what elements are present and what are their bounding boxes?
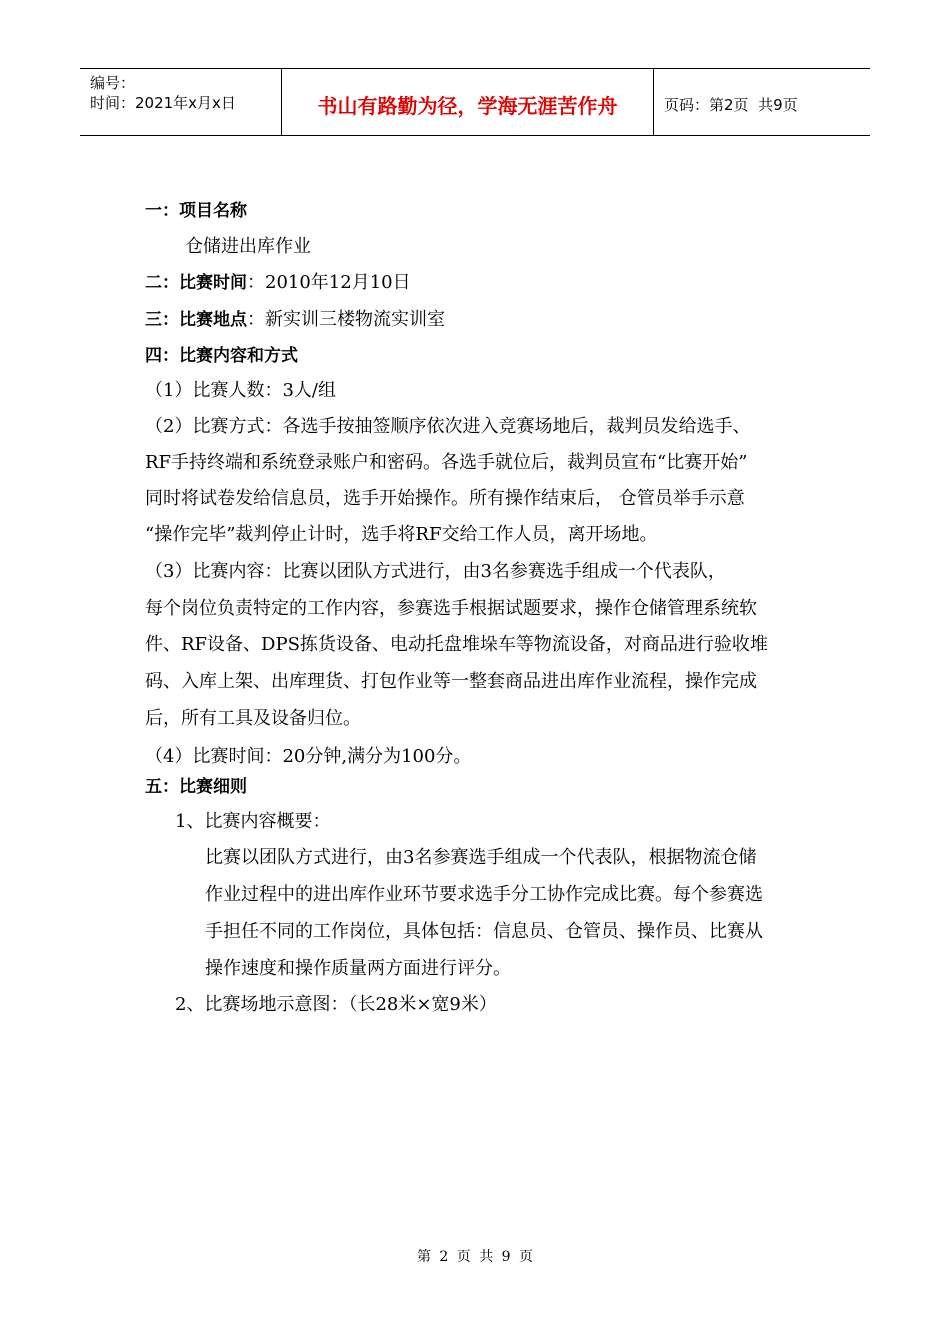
section-4-item-3-line-2: 每个岗位负责特定的工作内容，参赛选手根据试题要求，操作仓储管理系统软	[145, 598, 757, 619]
section-1-text: 仓储进出库作业	[185, 236, 311, 257]
section-5-item-2: 2、比赛场地示意图：（长28米×宽9米）	[175, 994, 497, 1015]
header-meta	[80, 69, 280, 135]
section-1-heading: 一：项目名称	[145, 201, 247, 221]
section-5-item-1-line-1: 比赛以团队方式进行，由3名参赛选手组成一个代表队，根据物流仓储	[205, 847, 757, 868]
section-4-item-2-line-1: （2）比赛方式：各选手按抽签顺序依次进入竞赛场地后，裁判员发给选手、	[145, 416, 751, 437]
section-4-item-2-line-3: 同时将试卷发给信息员，选手开始操作。所有操作结束后， 仓管员举手示意	[145, 488, 745, 509]
section-2-heading: 二：比赛时间	[145, 273, 247, 293]
section-3-text: ：新实训三楼物流实训室	[247, 309, 445, 330]
section-5-item-1-line-2: 作业过程中的进出库作业环节要求选手分工协作完成比赛。每个参赛选	[205, 884, 763, 905]
section-5-heading: 五：比赛细则	[145, 777, 247, 797]
code-label: 编号：	[90, 74, 136, 92]
section-3	[145, 305, 445, 331]
section-4-item-3-line-3: 件、RF设备、DPS拣货设备、电动托盘堆垛车等物流设备，对商品进行验收堆	[145, 634, 768, 655]
section-4-item-2-line-4: “操作完毕”裁判停止计时，选手将RF交给工作人员，离开场地。	[145, 524, 658, 545]
page-footer: 第 2 页 共 9 页	[416, 1249, 534, 1265]
section-2-text: ：2010年12月10日	[247, 272, 411, 293]
section-5-item-1-line-4: 操作速度和操作质量两方面进行评分。	[205, 958, 511, 979]
section-4-item-3-line-5: 后，所有工具及设备归位。	[145, 708, 361, 729]
page-header	[80, 68, 870, 136]
section-4-item-2-line-2: RF手持终端和系统登录账户和密码。各选手就位后，裁判员宣布“比赛开始”	[145, 452, 748, 473]
section-3-heading: 三：比赛地点	[145, 310, 247, 330]
section-4-item-3-line-4: 码、入库上架、出库理货、打包作业等一整套商品进出库作业流程，操作完成	[145, 671, 757, 692]
time-label: 时间：2021年x月x日	[90, 94, 236, 112]
section-4-heading: 四：比赛内容和方式	[145, 346, 298, 366]
section-4-item-4: （4）比赛时间：20分钟,满分为100分。	[145, 746, 472, 767]
section-5-item-1: 1、比赛内容概要：	[175, 811, 331, 832]
section-4-item-3-line-1: （3）比赛内容：比赛以团队方式进行，由3名参赛选手组成一个代表队，	[145, 561, 726, 582]
header-motto: 书山有路勤为径，学海无涯苦作舟	[281, 69, 654, 135]
header-page-label: 页码：第2页 共9页	[664, 95, 798, 114]
section-4-item-1: （1）比赛人数：3人/组	[145, 380, 336, 401]
section-5-item-1-line-3: 手担任不同的工作岗位，具体包括：信息员、仓管员、操作员、比赛从	[205, 921, 763, 942]
section-2	[145, 268, 411, 294]
